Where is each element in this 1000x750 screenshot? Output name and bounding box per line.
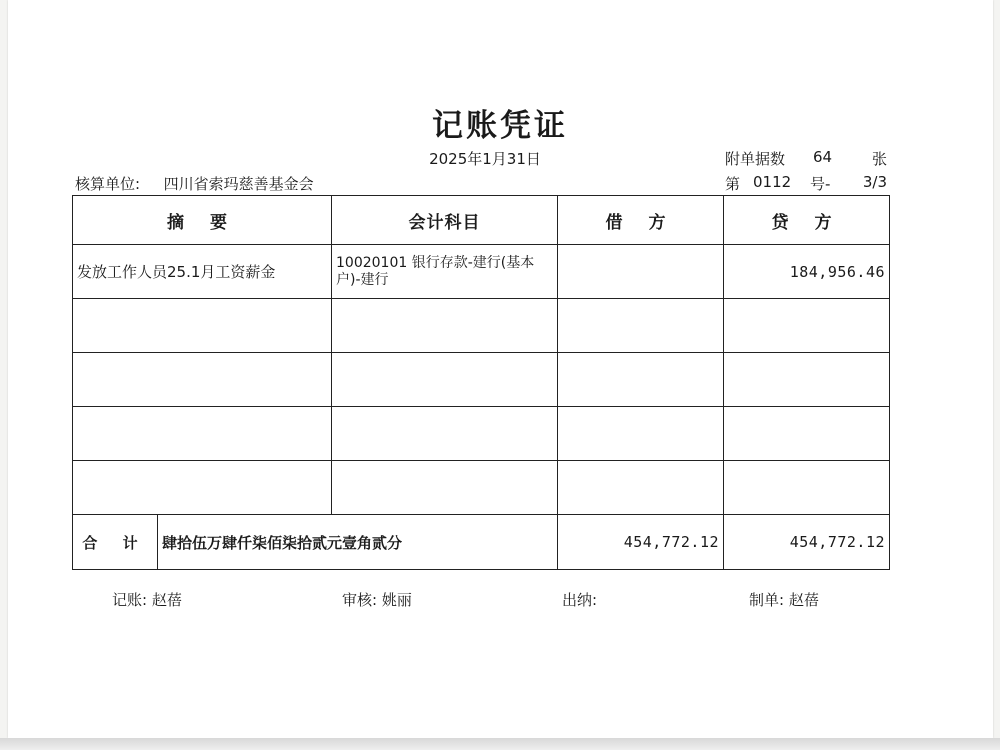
preparer-signature: 制单: 赵蓓 — [749, 591, 819, 609]
table-header-row — [73, 196, 890, 245]
unit-name: 四川省索玛慈善基金会 — [163, 175, 314, 193]
row-debit — [558, 461, 724, 515]
scan-edge — [0, 738, 1000, 750]
row-credit — [724, 461, 890, 515]
voucher-number — [725, 173, 887, 194]
table-row — [73, 245, 890, 299]
total-credit: 454,772.12 — [724, 515, 890, 570]
row-summary — [73, 407, 332, 461]
unit-label: 核算单位: — [75, 175, 141, 193]
row-account — [332, 407, 558, 461]
voucher-no-value: 0112 — [753, 173, 792, 191]
row-summary — [73, 461, 332, 515]
bookkeeper-signature: 记账: 赵蓓 — [112, 591, 182, 609]
table-row — [73, 461, 890, 515]
attach-label: 附单据数 — [725, 150, 786, 168]
table-row — [73, 299, 890, 353]
voucher-no-di: 第 — [725, 175, 741, 193]
row-credit — [724, 353, 890, 407]
total-row — [73, 515, 890, 570]
row-summary — [73, 299, 332, 353]
row-account — [332, 461, 558, 515]
attach-unit: 张 — [871, 150, 887, 168]
row-account — [332, 353, 558, 407]
row-debit — [558, 353, 724, 407]
cashier-signature: 出纳: — [562, 591, 598, 609]
row-debit — [558, 299, 724, 353]
voucher-table — [72, 195, 890, 570]
row-credit: 184,956.46 — [724, 245, 890, 299]
row-debit — [558, 407, 724, 461]
voucher-date: 2025年1月31日 — [429, 150, 541, 168]
row-account — [332, 299, 558, 353]
total-amount-words: 肆拾伍万肆仟柒佰柒拾贰元壹角贰分 — [158, 515, 558, 570]
table-row — [73, 407, 890, 461]
header-account: 会计科目 — [332, 196, 558, 245]
voucher-page: 3/3 — [862, 173, 887, 191]
accounting-unit — [75, 173, 314, 194]
attach-count: 64 — [813, 148, 833, 166]
row-account: 10020101 银行存款-建行(基本户)-建行 — [332, 245, 558, 299]
row-summary: 发放工作人员25.1月工资薪金 — [73, 245, 332, 299]
row-debit — [558, 245, 724, 299]
header-summary: 摘 要 — [73, 196, 332, 245]
voucher-title: 记账凭证 — [432, 108, 568, 144]
voucher-no-hao: 号- — [810, 175, 831, 193]
table-row — [73, 353, 890, 407]
row-summary — [73, 353, 332, 407]
attachment-count — [725, 148, 887, 169]
header-credit: 贷 方 — [724, 196, 890, 245]
row-credit — [724, 299, 890, 353]
header-debit: 借 方 — [558, 196, 724, 245]
reviewer-signature: 审核: 姚丽 — [342, 591, 412, 609]
row-credit — [724, 407, 890, 461]
total-label: 合 计 — [73, 515, 158, 570]
total-debit: 454,772.12 — [558, 515, 724, 570]
